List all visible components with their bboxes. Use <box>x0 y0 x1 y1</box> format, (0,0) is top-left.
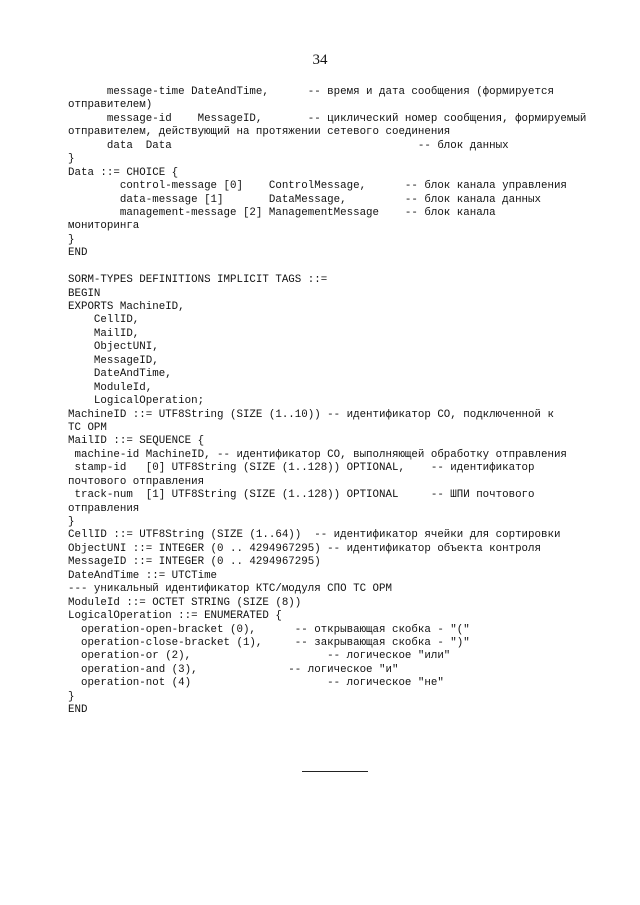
code-line: control-message [0] ControlMessage, -- блок канала управления <box>68 180 567 193</box>
code-line: END <box>68 247 88 260</box>
code-line: LogicalOperation ::= ENUMERATED { <box>68 610 282 623</box>
page-number: 34 <box>312 52 328 68</box>
end-separator-line <box>302 771 368 772</box>
code-line: DateAndTime, <box>68 368 172 381</box>
code-line: END <box>68 704 88 717</box>
code-line: CellID, <box>68 314 140 327</box>
code-line: data-message [1] DataMessage, -- блок канала данных <box>68 193 541 206</box>
code-line: MessageID, <box>68 354 159 367</box>
code-line: LogicalOperation; <box>68 395 205 408</box>
code-line: track-num [1] UTF8String (SIZE (1..128)) OPTIONAL -- ШПИ почтового <box>68 489 535 502</box>
code-line: отправителем, действующий на протяжении сетевого соединения <box>68 126 451 139</box>
code-line: BEGIN <box>68 287 101 300</box>
code-line: machine-id MachineID, -- идентификатор СО, выполняющей обработку отправления <box>68 448 567 461</box>
code-line: message-time DateAndTime, -- время и дата сообщения (формируется <box>68 86 554 98</box>
code-line: отправления <box>68 502 140 515</box>
code-line: } <box>68 233 75 246</box>
code-line: --- уникальный идентификатор КТС/модуля СПО ТС ОРМ <box>68 583 392 596</box>
code-line: ObjectUNI, <box>68 341 159 354</box>
code-line: data Data -- блок данных <box>68 139 509 152</box>
code-line: ModuleId ::= OCTET STRING (SIZE (8)) <box>68 596 302 609</box>
code-line: EXPORTS MachineID, <box>68 301 185 313</box>
code-line <box>68 261 608 274</box>
code-line: MailID, <box>68 327 140 340</box>
code-line: DateAndTime ::= UTCTime <box>68 569 218 582</box>
code-line: отправителем) <box>68 99 153 112</box>
code-line: operation-not (4) -- логическое "не" <box>68 677 444 690</box>
code-line: SORM-TYPES DEFINITIONS IMPLICIT TAGS ::= <box>68 274 328 287</box>
code-line: operation-open-bracket (0), -- открывающая скобка - "(" <box>68 623 470 636</box>
code-line: ТС ОРМ <box>68 421 107 434</box>
code-line: MachineID ::= UTF8String (SIZE (1..10)) -- идентификатор СО, подключенной к <box>68 408 554 421</box>
asn1-code-listing <box>68 86 608 718</box>
code-line: } <box>68 690 75 703</box>
code-line: stamp-id [0] UTF8String (SIZE (1..128)) OPTIONAL, -- идентификатор <box>68 462 535 475</box>
code-line: мониторинга <box>68 220 140 233</box>
code-line: operation-close-bracket (1), -- закрывающая скобка - ")" <box>68 636 470 649</box>
code-line: MessageID ::= INTEGER (0 .. 4294967295) <box>68 556 321 569</box>
code-line: operation-or (2), -- логическое "или" <box>68 650 451 663</box>
code-line: ObjectUNI ::= INTEGER (0 .. 4294967295) -- идентификатор объекта контроля <box>68 542 541 555</box>
code-line: почтового отправления <box>68 475 205 488</box>
code-line: CellID ::= UTF8String (SIZE (1..64)) -- идентификатор ячейки для сортировки <box>68 529 561 542</box>
code-line: message-id MessageID, -- циклический номер сообщения, формируемый <box>68 112 587 125</box>
code-line: management-message [2] ManagementMessage -- блок канала <box>68 206 496 219</box>
code-line: } <box>68 516 75 528</box>
code-line: Data ::= CHOICE { <box>68 166 179 179</box>
code-line: ModuleId, <box>68 381 153 394</box>
code-line: MailID ::= SEQUENCE { <box>68 435 205 448</box>
code-line: operation-and (3), -- логическое "и" <box>68 663 399 676</box>
code-line: } <box>68 153 75 166</box>
